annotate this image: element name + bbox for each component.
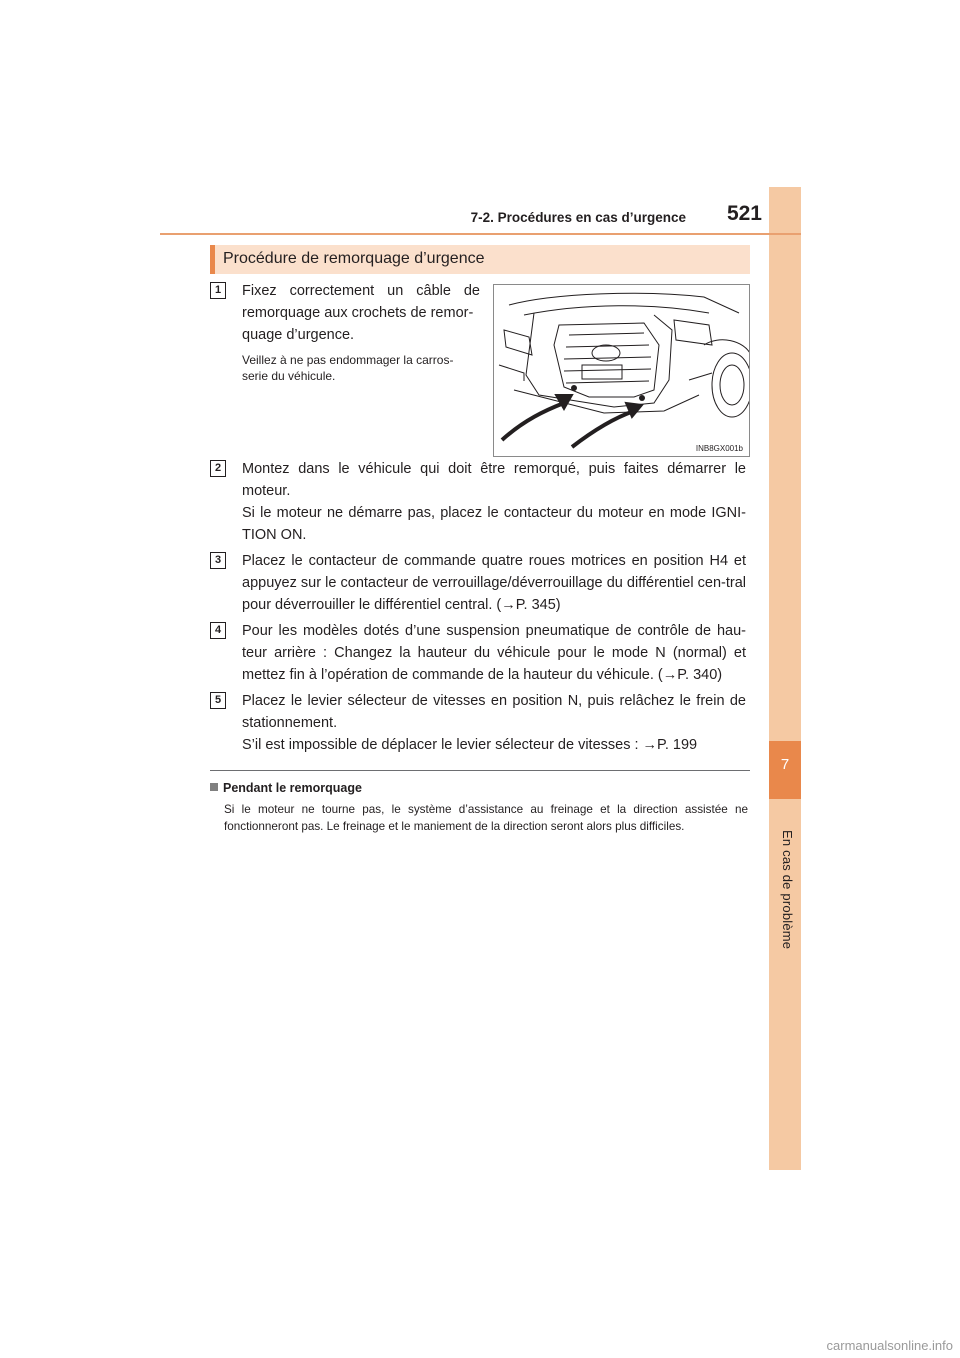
step-3-text: Placez le contacteur de commande quatre roues motrices en position H4 et appuyez sur le contacteur de verrouillage/déverrouillage du différentiel cen-tral pour déverrouiller le différentiel central. (→P. 345) <box>242 553 746 613</box>
side-tab-band <box>769 187 801 1170</box>
step-4-text: Pour les modèles dotés d’une suspension pneumatique de contrôle de hau-teur arrière : Changez la hauteur du véhicule pour le mode N (normal) et mettez fin à l’opération de commande de la hauteur du véhicule. (→P. 340) <box>242 623 746 683</box>
footer-watermark: carmanualsonline.info <box>826 1338 953 1353</box>
step-5-text: Placez le levier sélecteur de vitesses en position N, puis relâchez le frein de stationnement. <box>242 693 746 731</box>
step-number-5: 5 <box>210 692 226 709</box>
step-1-note: Veillez à ne pas endommager la carros-serie du véhicule. <box>242 353 454 383</box>
square-bullet-icon <box>210 783 218 791</box>
info-body: Si le moteur ne tourne pas, le système d’assistance au freinage et la direction assistée ne fonctionneront pas. Le freinage et le maniement de la direction seront alors plus difficiles. <box>224 803 748 833</box>
section-heading-accent <box>210 245 215 274</box>
info-heading-text: Pendant le remorquage <box>223 781 362 795</box>
step-1-line-2: remorquage aux crochets de remor- <box>242 305 474 321</box>
step-5-extra: S’il est impossible de déplacer le levier sélecteur de vitesses : →P. 199 <box>242 737 698 753</box>
step-number-3: 3 <box>210 552 226 569</box>
section-title: Procédure de remorquage d’urgence <box>223 250 485 267</box>
step-2-extra: Si le moteur ne démarre pas, placez le contacteur du moteur en mode IGNI-TION ON. <box>242 505 746 543</box>
towing-hooks-drawing <box>494 285 750 457</box>
header-rule <box>160 233 801 235</box>
info-heading <box>210 781 362 795</box>
step-number-4: 4 <box>210 622 226 639</box>
illustration-code: INB8GX001b <box>695 444 743 453</box>
chapter-number: 7 <box>780 756 790 773</box>
step-1-line-1: Fixez correctement un câble de <box>242 283 480 299</box>
vehicle-front-illustration <box>493 284 750 457</box>
step-number-1: 1 <box>210 282 226 299</box>
step-1-line-3: quage d’urgence. <box>242 327 355 343</box>
step-2-text: Montez dans le véhicule qui doit être remorqué, puis faites démarrer le moteur. <box>242 461 746 499</box>
page-number: 521 <box>726 202 762 225</box>
header-section-title: 7-2. Procédures en cas d’urgence <box>470 210 686 225</box>
chapter-title: En cas de problème <box>780 830 795 950</box>
section-heading-bar <box>210 245 750 274</box>
section-divider <box>210 770 750 771</box>
step-number-2: 2 <box>210 460 226 477</box>
